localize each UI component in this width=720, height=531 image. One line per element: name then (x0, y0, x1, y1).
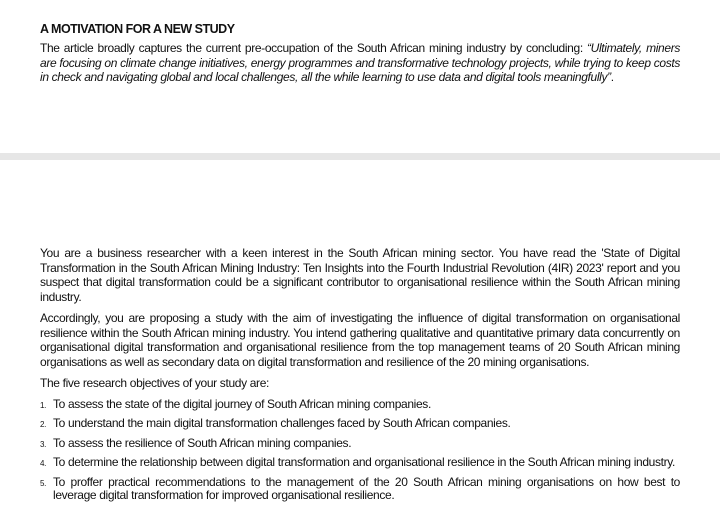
quoted-conclusion: “Ultimately, miners are focusing on climate change initiatives, energy programmes and transformative technology projects, while trying to keep costs in check and navigating global and local challenges, all the while learning to use data and digital tools meaningfully” (40, 41, 680, 84)
scenario-paragraph-1: You are a business researcher with a keen interest in the South African mining sector. You have read the 'State of Digital Transformation in the South African Mining Industry: Ten Insights into the Fourth Industrial Revolution (4IR) 2023' report and you suspect that digital transformation could be a significant contributor to organisational resilience within the South African mining industry. (40, 246, 680, 304)
objective-text: To proffer practical recommendations to the management of the 20 South African mining organisations on how best to leverage digital transformation for improved organisational resilience. (53, 474, 680, 502)
section-heading: A MOTIVATION FOR A NEW STUDY (40, 22, 235, 36)
objective-item (40, 476, 680, 503)
objective-item (40, 437, 680, 451)
objective-text: To understand the main digital transformation challenges faced by South African companies. (53, 416, 511, 430)
paragraph-end: . (610, 70, 614, 84)
objective-item (40, 398, 680, 412)
motivation-paragraph (40, 41, 680, 85)
objective-item (40, 456, 680, 470)
objective-number: 1. (40, 400, 46, 410)
objectives-intro: The five research objectives of your study are: (40, 376, 269, 390)
objective-number: 3. (40, 439, 46, 449)
section-a (40, 22, 680, 85)
scenario-section (40, 246, 680, 509)
paragraph-lead: The article broadly captures the current pre-occupation of the South African mining industry by concluding: (40, 41, 587, 55)
objectives-list (40, 398, 680, 503)
objective-text: To assess the resilience of South African mining companies. (53, 435, 352, 450)
objective-number: 5. (40, 478, 46, 488)
objective-item (40, 417, 680, 431)
scenario-paragraph-2: Accordingly, you are proposing a study with the aim of investigating the influence of digital transformation on organisational resilience within the South African mining industry. You intend gathering qualitative and quantitative primary data concurrently on organisational digital transformation and organisational resilience from the top management teams of 20 South African mining organisations as well as secondary data on digital transformation and resilience of the 20 mining organisations. (40, 311, 680, 369)
page-divider (0, 153, 720, 160)
objective-number: 4. (40, 459, 46, 468)
objective-text: To assess the state of the digital journey of South African mining companies. (53, 396, 431, 411)
objective-number: 2. (40, 420, 46, 429)
objective-text: To determine the relationship between digital transformation and organisational resilience in the South African mining industry. (53, 455, 676, 469)
